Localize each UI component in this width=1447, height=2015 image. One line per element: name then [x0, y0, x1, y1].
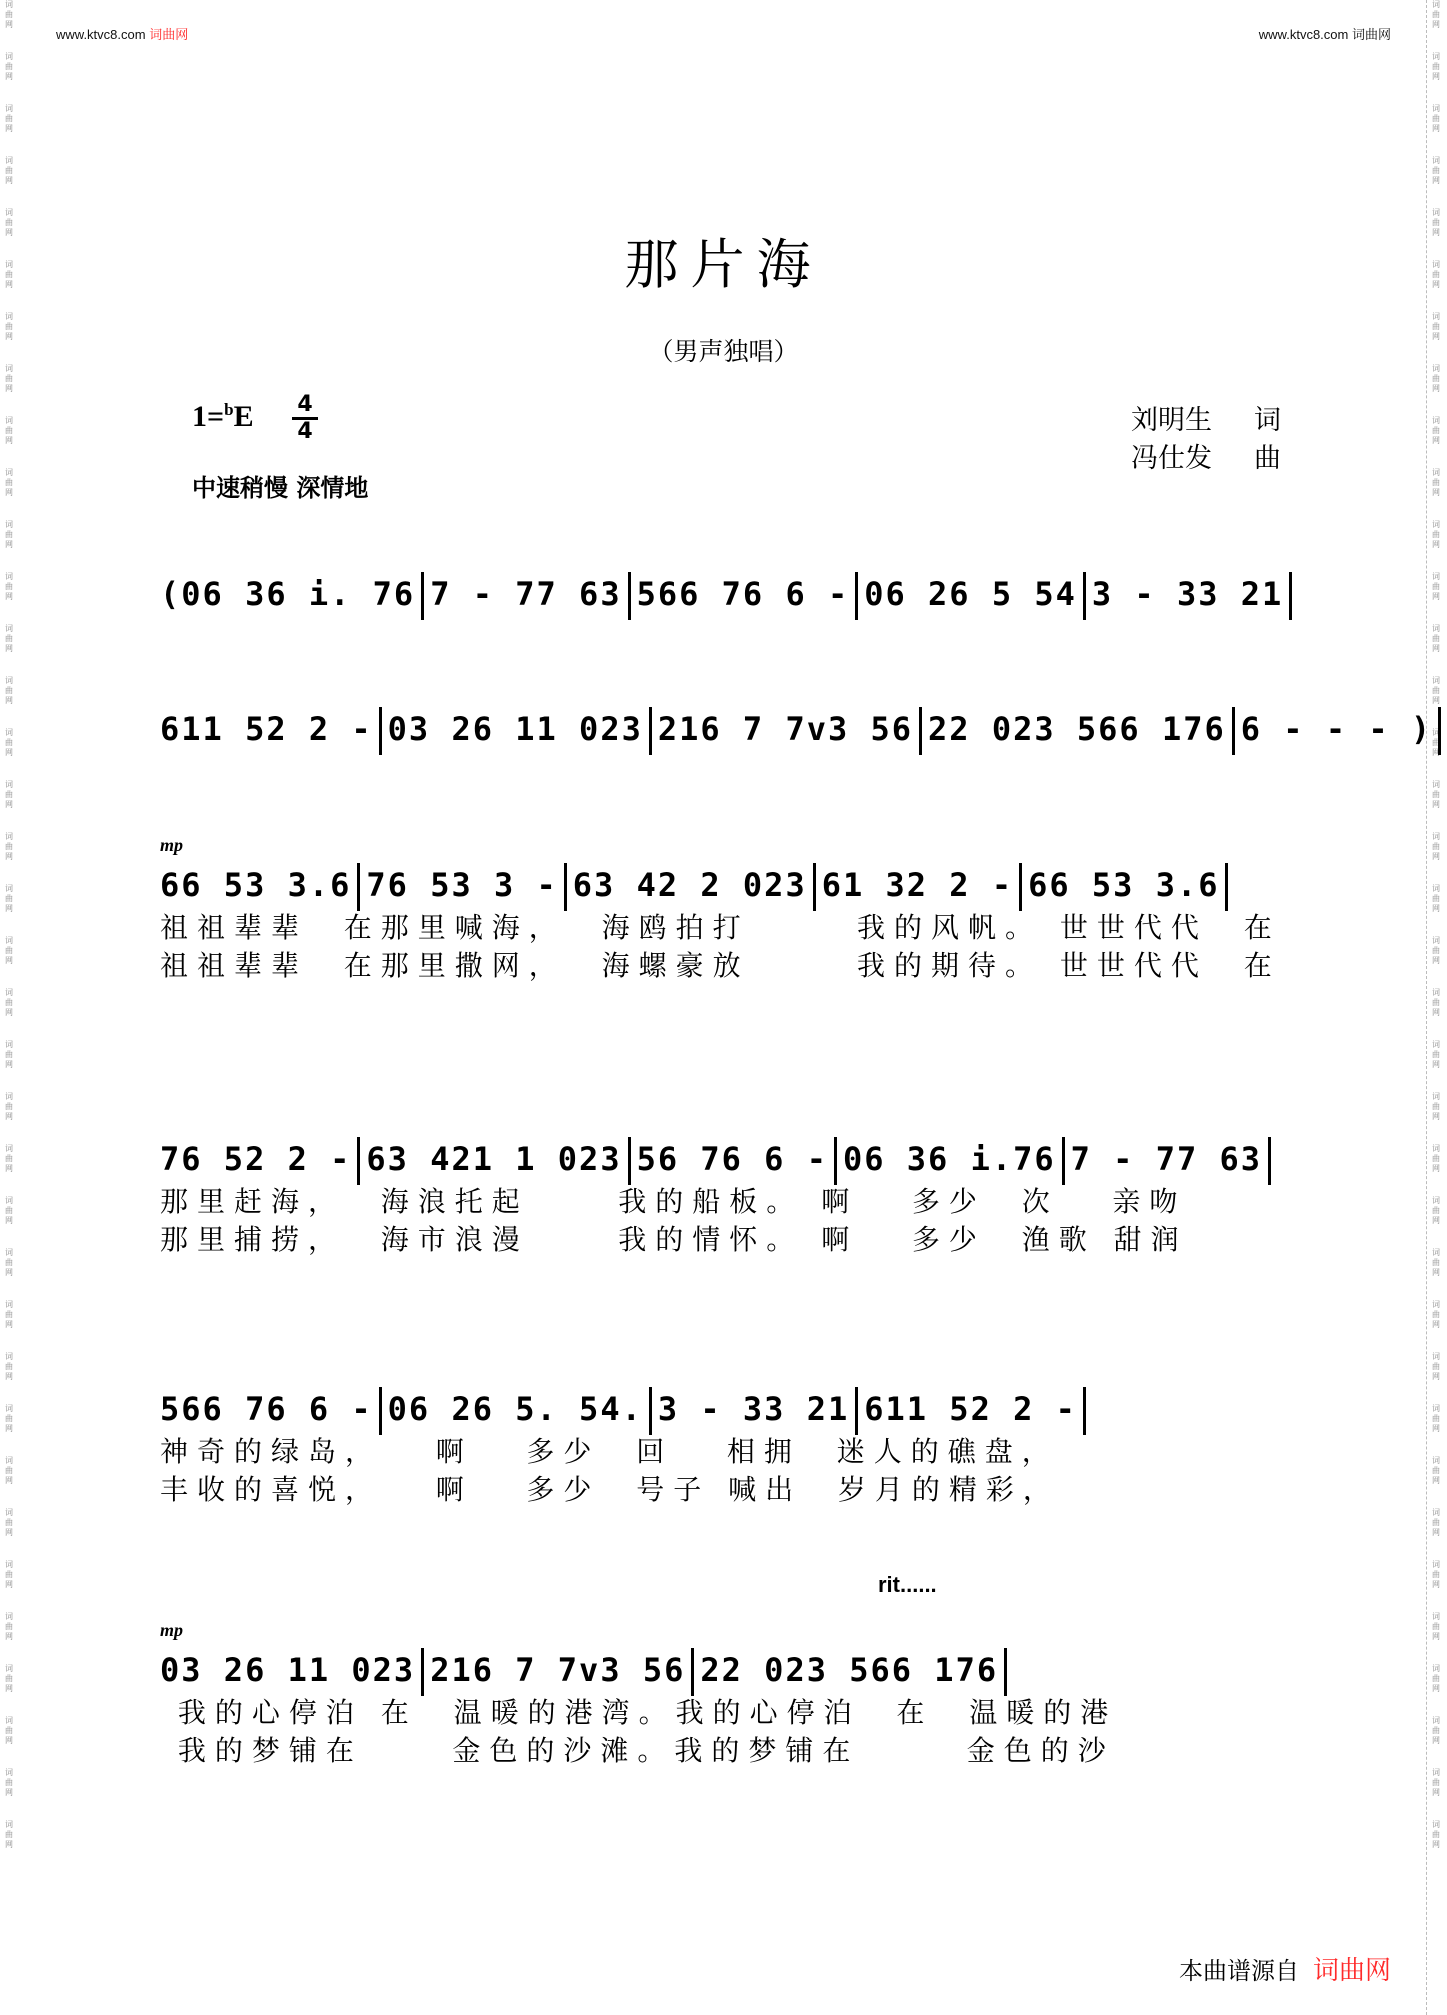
- bar-line: [357, 863, 360, 911]
- header-site-right: 词曲网: [1351, 27, 1391, 42]
- side-watermark-text: 词 曲 网: [5, 208, 13, 237]
- side-watermark-text: 词 曲 网: [1432, 1820, 1440, 1849]
- lyrics-verse-1: 那里赶海， 海浪托起 我的船板。 啊 多少 次 亲吻: [160, 1185, 1187, 1218]
- lyrics-verse-2: 我的梦铺在 金色的沙滩。我的梦铺在 金色的沙: [160, 1734, 1115, 1767]
- side-watermark-text: 词 曲 网: [5, 1248, 13, 1277]
- side-watermark-text: 词 曲 网: [1432, 1508, 1440, 1537]
- header-watermark-left: [56, 24, 188, 43]
- side-watermark-text: 词 曲 网: [5, 1300, 13, 1329]
- score-system-6: [160, 1572, 1290, 1770]
- side-watermark-text: 词 曲 网: [1432, 1716, 1440, 1745]
- score-system-3: [160, 835, 1290, 985]
- side-watermark-text: 词 曲 网: [5, 312, 13, 341]
- side-watermark-text: 词 曲 网: [5, 1716, 13, 1745]
- bar-line: [813, 863, 816, 911]
- composer-name: 冯仕发: [1131, 443, 1212, 474]
- side-watermark-text: 词 曲 网: [5, 572, 13, 601]
- side-watermark-text: 词 曲 网: [5, 1456, 13, 1485]
- header-watermark-right: [1259, 24, 1391, 43]
- side-watermark-text: 词 曲 网: [1432, 468, 1440, 497]
- notation-line: 66 53 3.6 76 53 3 - 63 42 2 023 61 32 2 - 66 53 3.6: [160, 861, 1290, 909]
- bar-line: [1232, 707, 1235, 755]
- lyrics-verse-1: 神奇的绿岛， 啊 多少 回 相拥 迷人的礁盘，: [160, 1435, 1059, 1468]
- notation-line: 76 52 2 - 63 421 1 023 56 76 6 - 06 36 i.76 7 - 77 63: [160, 1135, 1290, 1183]
- side-watermark-text: 词 曲 网: [1432, 780, 1440, 809]
- key-signature: [192, 400, 254, 434]
- side-watermark-text: 词 曲 网: [1432, 1612, 1440, 1641]
- bar-line: [1225, 863, 1228, 911]
- side-watermark-text: 词 曲 网: [5, 1820, 13, 1849]
- side-watermark-left: [2, 0, 16, 2015]
- key-prefix: 1=: [192, 400, 225, 433]
- side-watermark-text: 词 曲 网: [1432, 208, 1440, 237]
- side-watermark-text: 词 曲 网: [1432, 1456, 1440, 1485]
- header-url-left: www.ktvc8.com: [56, 27, 146, 42]
- side-watermark-text: 词 曲 网: [5, 1144, 13, 1173]
- side-watermark-text: 词 曲 网: [5, 624, 13, 653]
- notation-line: (06 36 i. 76 7 - 77 63 566 76 6 - 06 26 5 54 3 - 33 21: [160, 570, 1290, 618]
- side-watermark-text: 词 曲 网: [1432, 1040, 1440, 1069]
- side-watermark-text: 词 曲 网: [5, 676, 13, 705]
- footer-text: 本曲谱源自: [1178, 1957, 1299, 1985]
- side-watermark-text: 词 曲 网: [1432, 1664, 1440, 1693]
- side-watermark-text: 词 曲 网: [1432, 52, 1440, 81]
- side-watermark-text: 词 曲 网: [1432, 416, 1440, 445]
- score-system-2: [160, 705, 1433, 753]
- side-watermark-text: 词 曲 网: [5, 1560, 13, 1589]
- side-watermark-text: 词 曲 网: [5, 1508, 13, 1537]
- side-watermark-text: 词 曲 网: [1432, 364, 1440, 393]
- side-watermark-text: 词 曲 网: [5, 1352, 13, 1381]
- key-note: E: [233, 400, 254, 433]
- tempo-marking: 中速稍慢 深情地: [192, 474, 369, 502]
- time-signature: [292, 394, 318, 443]
- side-watermark-text: 词 曲 网: [5, 104, 13, 133]
- notation-line: 566 76 6 - 06 26 5. 54. 3 - 33 21 611 52 2 -: [160, 1385, 1290, 1433]
- bar-line: [691, 1648, 694, 1696]
- side-watermark-right: [1426, 0, 1443, 2015]
- credits: [1131, 402, 1281, 478]
- bar-line: [834, 1137, 837, 1185]
- side-watermark-text: 词 曲 网: [5, 988, 13, 1017]
- side-watermark-text: 词 曲 网: [1432, 884, 1440, 913]
- bar-line: [855, 1387, 858, 1435]
- side-watermark-text: 词 曲 网: [1432, 520, 1440, 549]
- bar-line: [1004, 1648, 1007, 1696]
- footer-site-link[interactable]: 词曲网: [1312, 1956, 1391, 1986]
- side-watermark-text: 词 曲 网: [1432, 624, 1440, 653]
- side-watermark-text: 词 曲 网: [1432, 1196, 1440, 1225]
- side-watermark-text: 词 曲 网: [5, 1768, 13, 1797]
- side-watermark-text: 词 曲 网: [1432, 728, 1440, 757]
- side-watermark-text: 词 曲 网: [1432, 1560, 1440, 1589]
- lyricist-role: 词: [1254, 405, 1281, 436]
- side-watermark-text: 词 曲 网: [5, 156, 13, 185]
- side-watermark-text: 词 曲 网: [1432, 156, 1440, 185]
- bar-line: [628, 1137, 631, 1185]
- side-watermark-text: 词 曲 网: [5, 832, 13, 861]
- side-watermark-text: 词 曲 网: [5, 780, 13, 809]
- side-watermark-text: 词 曲 网: [1432, 1352, 1440, 1381]
- song-subtitle: （男声独唱）: [648, 337, 799, 366]
- bar-line: [1019, 863, 1022, 911]
- bar-line: [379, 707, 382, 755]
- header-url-right: www.ktvc8.com: [1258, 27, 1349, 42]
- bar-line: [421, 572, 424, 620]
- side-watermark-text: 词 曲 网: [5, 520, 13, 549]
- time-bottom: 4: [297, 419, 313, 444]
- bar-line: [1268, 1137, 1271, 1185]
- composer-credit: [1131, 440, 1281, 478]
- lyrics-verse-2: 丰收的喜悦， 啊 多少 号子 喊出 岁月的精彩，: [160, 1473, 1060, 1506]
- side-watermark-text: 词 曲 网: [5, 364, 13, 393]
- side-watermark-text: 词 曲 网: [1432, 676, 1440, 705]
- lyrics-verse-1: 我的心停泊 在 温暖的港湾。我的心停泊 在 温暖的港: [160, 1696, 1118, 1729]
- lyricist-name: 刘明生: [1131, 405, 1212, 436]
- side-watermark-text: 词 曲 网: [1432, 0, 1440, 29]
- lyrics-verse-2: 祖祖辈辈 在那里撒网， 海螺豪放 我的期待。 世世代代 在: [160, 949, 1281, 982]
- side-watermark-text: 词 曲 网: [1432, 832, 1440, 861]
- side-watermark-text: 词 曲 网: [5, 0, 13, 29]
- key-flat-mark: b: [224, 400, 234, 419]
- side-watermark-text: 词 曲 网: [1432, 1768, 1440, 1797]
- dynamic-mark: mp: [160, 835, 184, 855]
- bar-line: [919, 707, 922, 755]
- side-watermark-text: 词 曲 网: [5, 416, 13, 445]
- side-watermark-text: 词 曲 网: [1432, 260, 1440, 289]
- side-watermark-text: 词 曲 网: [5, 468, 13, 497]
- side-watermark-text: 词 曲 网: [5, 884, 13, 913]
- side-watermark-text: 词 曲 网: [1432, 1248, 1440, 1277]
- time-top: 4: [297, 392, 313, 417]
- side-watermark-text: 词 曲 网: [1432, 1092, 1440, 1121]
- bar-line: [1438, 707, 1441, 755]
- side-watermark-text: 词 曲 网: [5, 1092, 13, 1121]
- bar-line: [379, 1387, 382, 1435]
- side-watermark-text: 词 曲 网: [5, 1040, 13, 1069]
- notation-line: 03 26 11 023 216 7 7v3 56 22 023 566 176: [160, 1646, 1290, 1694]
- notation-line: 611 52 2 - 03 26 11 023 216 7 7v3 56 22 023 566 176 6 - - - ): [160, 705, 1290, 753]
- bar-line: [357, 1137, 360, 1185]
- side-watermark-text: 词 曲 网: [1432, 988, 1440, 1017]
- side-watermark-text: 词 曲 网: [5, 1664, 13, 1693]
- bar-line: [855, 572, 858, 620]
- side-watermark-text: 词 曲 网: [1432, 312, 1440, 341]
- lyrics-verse-1: 祖祖辈辈 在那里喊海， 海鸥拍打 我的风帆。 世世代代 在: [160, 911, 1281, 944]
- score-system-1: [160, 570, 1290, 618]
- bar-line: [649, 1387, 652, 1435]
- bar-line: [649, 707, 652, 755]
- side-watermark-text: 词 曲 网: [1432, 1404, 1440, 1433]
- bar-line: [1083, 572, 1086, 620]
- bar-line: [628, 572, 631, 620]
- bar-line: [564, 863, 567, 911]
- side-watermark-text: 词 曲 网: [1432, 1300, 1440, 1329]
- side-watermark-text: 词 曲 网: [5, 1404, 13, 1433]
- side-watermark-text: 词 曲 网: [1432, 572, 1440, 601]
- side-watermark-text: 词 曲 网: [5, 260, 13, 289]
- header-site-left: 词曲网: [149, 27, 189, 42]
- side-watermark-text: 词 曲 网: [5, 728, 13, 757]
- side-watermark-text: 词 曲 网: [5, 936, 13, 965]
- lyrics-verse-2: 那里捕捞， 海市浪漫 我的情怀。 啊 多少 渔歌 甜润: [160, 1223, 1188, 1256]
- side-watermark-text: 词 曲 网: [5, 1612, 13, 1641]
- song-title: 那片海: [624, 233, 823, 296]
- side-watermark-text: 词 曲 网: [5, 52, 13, 81]
- ritardando-mark: rit......: [878, 1572, 937, 1597]
- side-watermark-text: 词 曲 网: [1432, 1144, 1440, 1173]
- score-system-4: [160, 1135, 1290, 1259]
- bar-line: [1289, 572, 1292, 620]
- dynamic-mark: mp: [160, 1620, 184, 1640]
- score-system-5: [160, 1385, 1290, 1509]
- lyricist-credit: [1131, 402, 1281, 440]
- bar-line: [1062, 1137, 1065, 1185]
- composer-role: 曲: [1254, 443, 1281, 474]
- bar-line: [1083, 1387, 1086, 1435]
- side-watermark-text: 词 曲 网: [1432, 104, 1440, 133]
- bar-line: [421, 1648, 424, 1696]
- footer-source: [1179, 1950, 1391, 1987]
- side-watermark-text: 词 曲 网: [1432, 936, 1440, 965]
- side-watermark-text: 词 曲 网: [5, 1196, 13, 1225]
